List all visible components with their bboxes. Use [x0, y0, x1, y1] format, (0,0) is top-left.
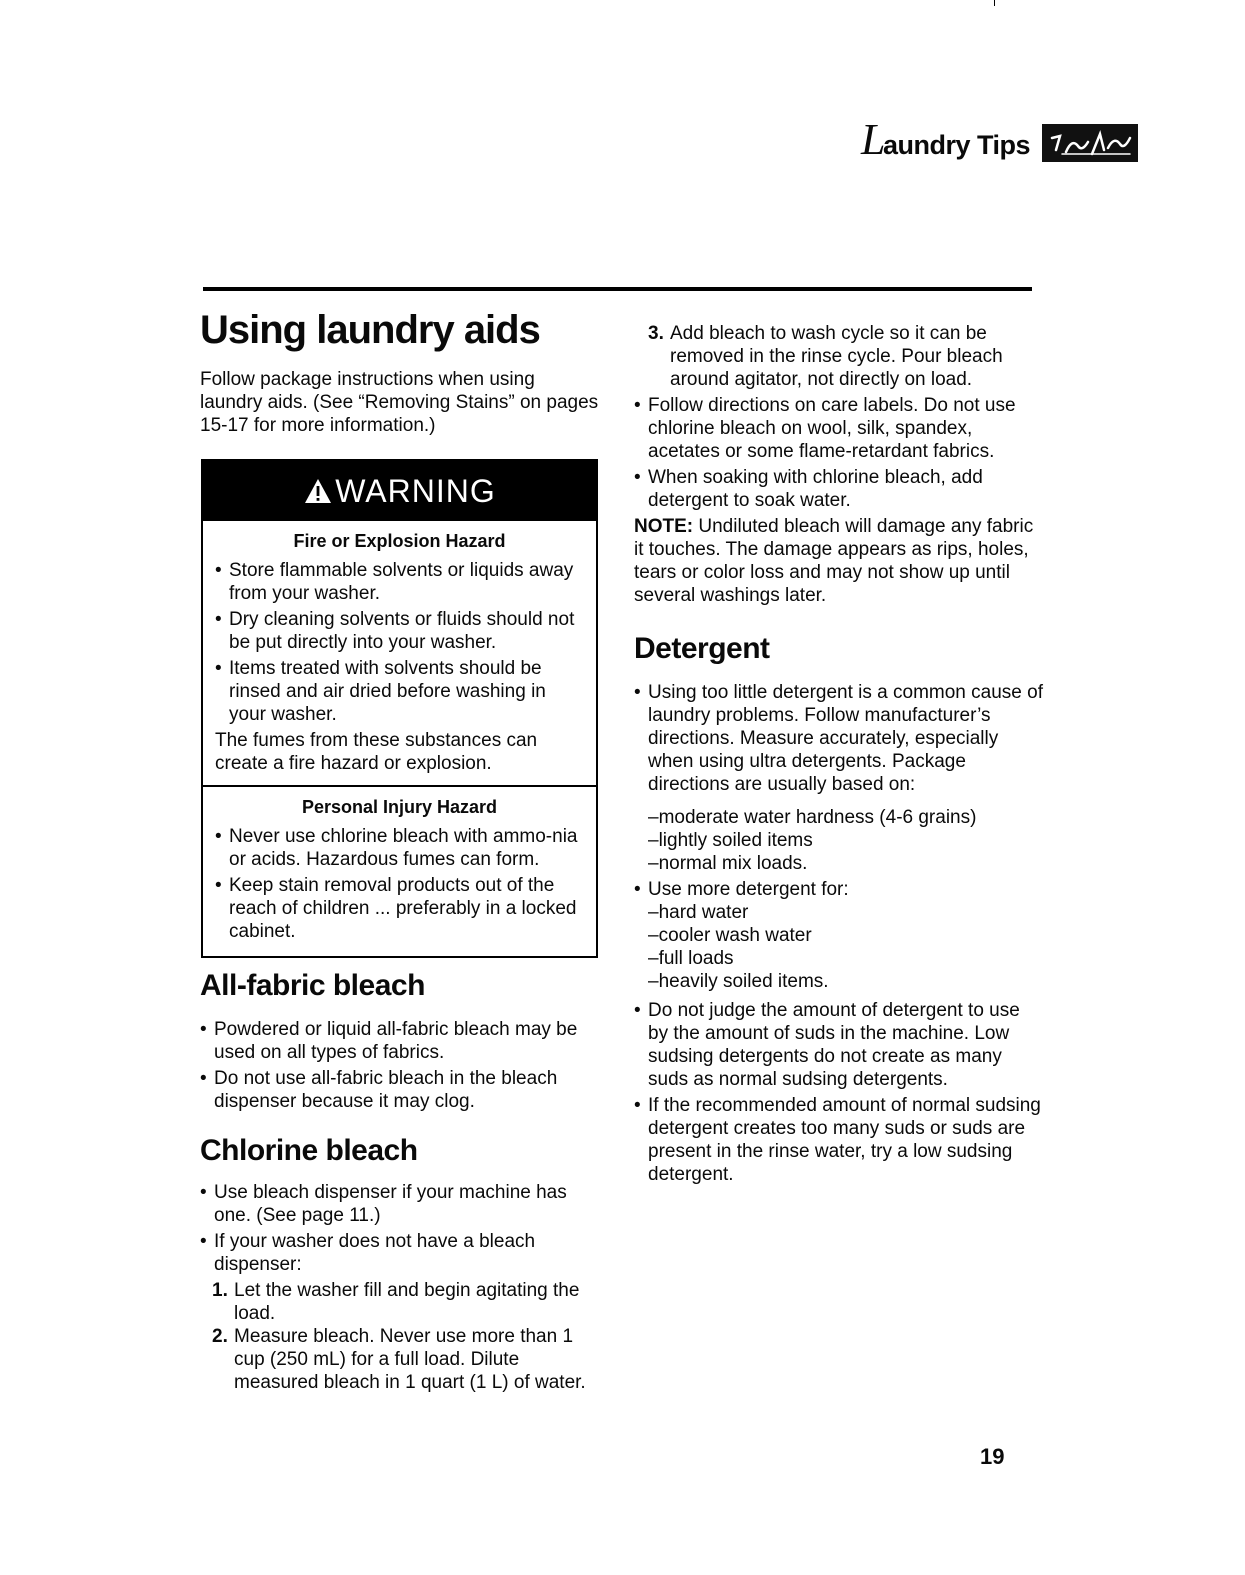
detergent-list	[634, 681, 1044, 1186]
right-column	[634, 322, 1044, 1189]
note-text: Undiluted bleach will damage any fabric it touches. The damage appears as rips, holes, tears or color loss and may not show up until several washings later.	[634, 516, 1034, 606]
warning-triangle-icon	[303, 477, 333, 505]
fire-hazard-section	[203, 521, 596, 785]
detergent-subitem: –heavily soiled items.	[648, 971, 829, 992]
injury-hazard-section	[203, 785, 596, 956]
note-label: NOTE:	[634, 516, 694, 537]
step-number: 3.	[648, 323, 664, 344]
allfabric-list	[200, 1018, 600, 1113]
fire-hazard-item: • Dry cleaning solvents or fluids should not be put directly into your washer.	[215, 608, 584, 654]
chlorine-heading: Chlorine bleach	[200, 1134, 418, 1167]
allfabric-heading: All-fabric bleach	[200, 969, 425, 1002]
detergent-item: • Do not judge the amount of detergent to use by the amount of suds in the machine. Low sudsing detergents do not create as many suds as normal sudsing detergents.	[634, 999, 1044, 1091]
detergent-item: • Using too little detergent is a common cause of laundry problems. Follow manufacturer’s directions. Measure accurately, especially when using ultra detergents. Package directions are usually based on:	[634, 681, 1044, 796]
chlorine-step	[634, 322, 1044, 391]
section-title-text: aundry Tips	[882, 130, 1030, 160]
step-text: Let the washer fill and begin agitating the load.	[234, 1280, 580, 1324]
warning-label: WARNING	[335, 472, 496, 509]
step-number: 2.	[212, 1326, 228, 1347]
injury-hazard-item: • Keep stain removal products out of the reach of children ... preferably in a locked cabinet.	[215, 874, 584, 943]
step-text: Measure bleach. Never use more than 1 cup (250 mL) for a full load. Dilute measured bleach in 1 quart (1 L) of water.	[234, 1326, 586, 1393]
section-header	[860, 115, 1138, 164]
injury-hazard-item: • Never use chlorine bleach with ammo-nia or acids. Hazardous fumes can form.	[215, 825, 584, 871]
detergent-subitem: –normal mix loads.	[648, 853, 808, 874]
chlorine-list	[200, 1181, 600, 1394]
detergent-subitem: –lightly soiled items	[648, 830, 813, 851]
allfabric-item: • Do not use all-fabric bleach in the bleach dispenser because it may clog.	[200, 1067, 600, 1113]
left-column	[200, 302, 600, 1394]
detergent-subitem: –moderate water hardness (4-6 grains)	[648, 807, 977, 828]
header-rule	[203, 287, 1032, 291]
fire-hazard-item: • Items treated with solvents should be rinsed and air dried before washing in your washer.	[215, 657, 584, 726]
page-number: 19	[980, 1444, 1005, 1469]
detergent-item: • If the recommended amount of normal sudsing detergent creates too many suds or suds are present in the rinse water, try a low sudsing detergent.	[634, 1094, 1044, 1186]
scan-mark	[994, 0, 995, 6]
detergent-item: • Use more detergent for:	[634, 878, 1044, 901]
detergent-heading: Detergent	[634, 632, 770, 665]
soaking-item: • When soaking with chlorine bleach, add detergent to soak water.	[634, 466, 1044, 512]
chlorine-step	[200, 1279, 600, 1325]
section-title-initial: L	[860, 115, 885, 164]
chlorine-step	[200, 1325, 600, 1394]
warning-box	[201, 459, 598, 958]
fire-hazard-item: • Store flammable solvents or liquids away from your washer.	[215, 559, 584, 605]
injury-hazard-title: Personal Injury Hazard	[301, 797, 498, 817]
warning-header	[203, 461, 596, 521]
chlorine-item: • Use bleach dispenser if your machine has one. (See page 11.)	[200, 1181, 600, 1227]
detergent-subitem: –hard water	[648, 902, 749, 923]
fire-hazard-text: The fumes from these substances can create a fire hazard or explosion.	[215, 730, 538, 774]
laundry-tips-logo-badge	[1042, 124, 1138, 162]
step-text: Add bleach to wash cycle so it can be removed in the rinse cycle. Pour bleach around agitator, not directly on load.	[670, 323, 1003, 390]
chlorine-item: • If your washer does not have a bleach dispenser:	[200, 1230, 600, 1276]
section-title	[860, 115, 1030, 164]
decorative-script-icon	[1042, 124, 1138, 162]
intro-text: Follow package instructions when using laundry aids. (See “Removing Stains” on pages 15-17 for more information.)	[200, 369, 599, 436]
detergent-subitem: –full loads	[648, 948, 734, 969]
fire-hazard-title: Fire or Explosion Hazard	[293, 531, 506, 551]
detergent-subitem: –cooler wash water	[648, 925, 812, 946]
step-number: 1.	[212, 1280, 228, 1301]
note-paragraph	[634, 515, 1044, 607]
page-title: Using laundry aids	[200, 308, 540, 352]
care-label-item: • Follow directions on care labels. Do not use chlorine bleach on wool, silk, spandex, acetates or some flame-retardant fabrics.	[634, 394, 1044, 463]
allfabric-item: • Powdered or liquid all-fabric bleach may be used on all types of fabrics.	[200, 1018, 600, 1064]
